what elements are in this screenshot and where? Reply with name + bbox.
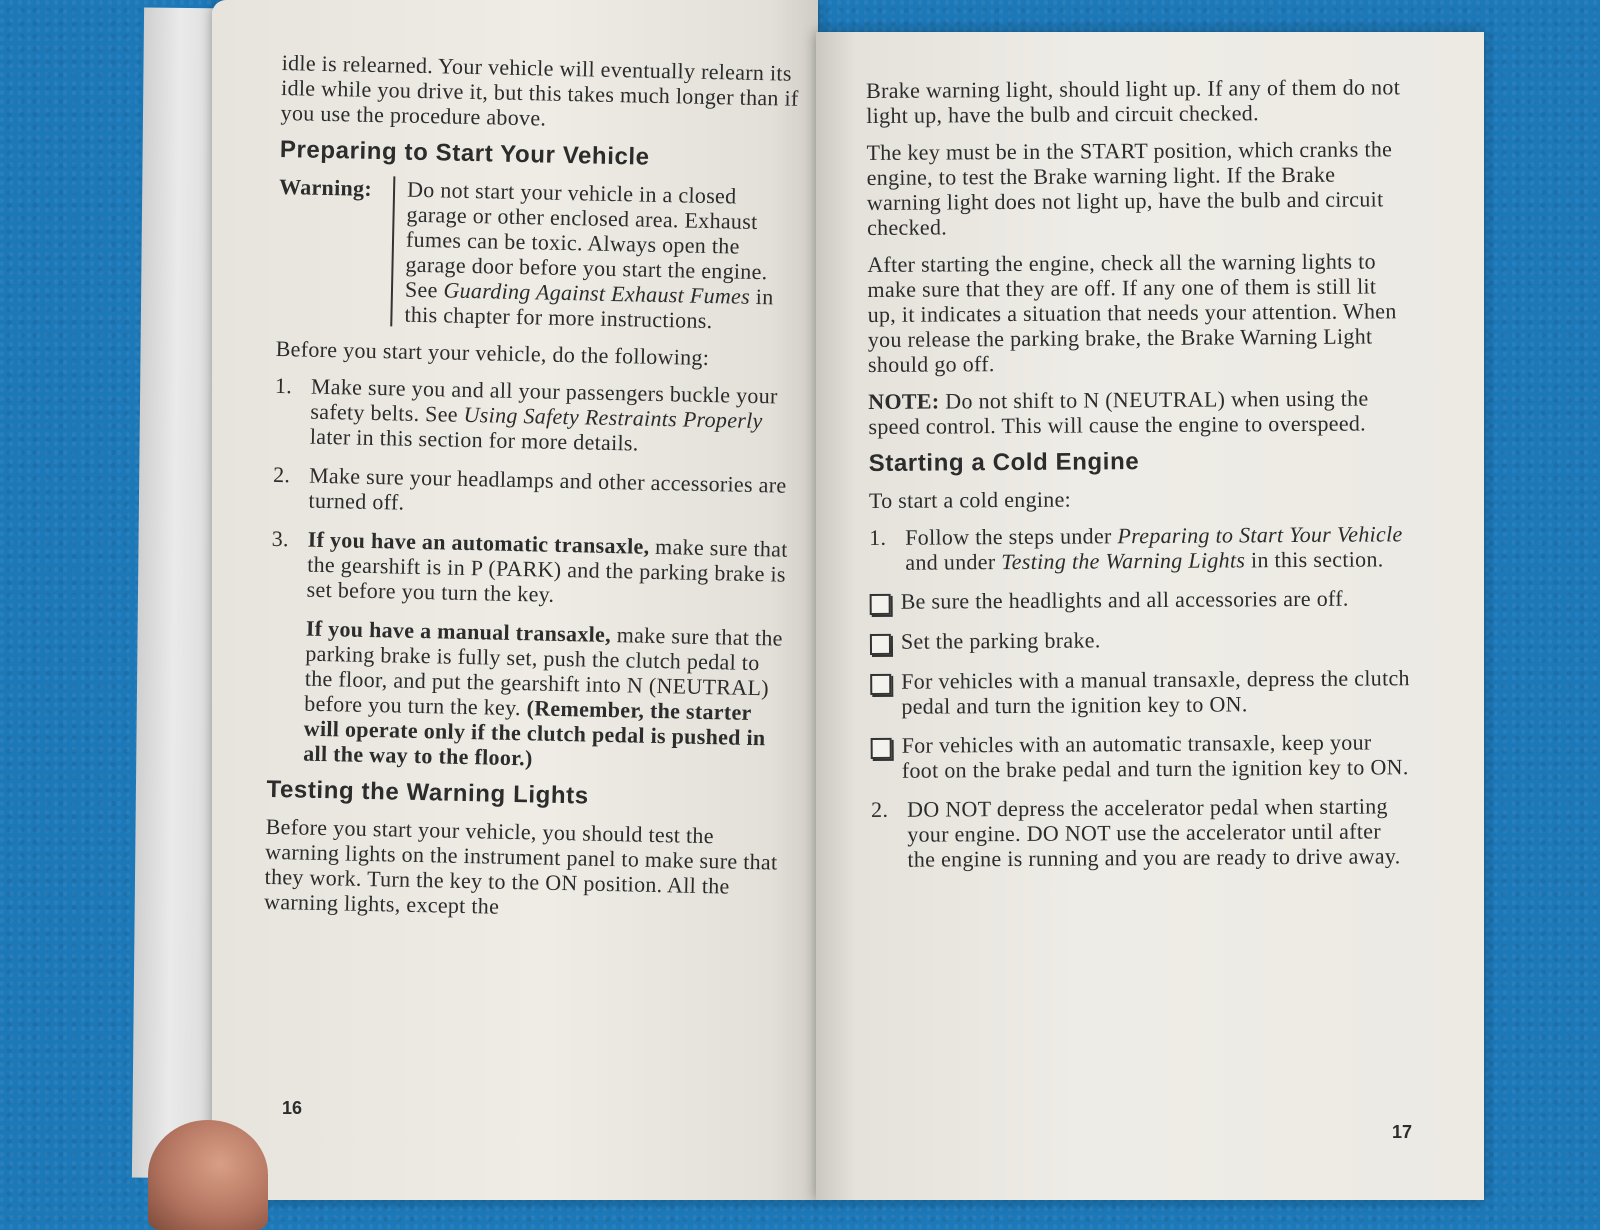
checklist-item-text: For vehicles with a manual transaxle, depress the clutch pedal and turn the ignition key to ON. <box>901 665 1410 719</box>
list-item <box>270 526 791 612</box>
checklist-item-text: For vehicles with an automatic transaxle, keep your foot on the brake pedal and turn the ignition key to ON. <box>901 729 1409 783</box>
list-item <box>869 521 1409 575</box>
brake-light-paragraph: Brake warning light, should light up. If any of them do not light up, have the bulb and circuit checked. <box>866 74 1401 128</box>
right-page-text <box>866 74 1412 886</box>
cold-start-steps-continued <box>871 793 1412 872</box>
heading-preparing: Preparing to Start Your Vehicle <box>279 135 650 171</box>
list-item-number: 1. <box>869 524 887 550</box>
list-item-number: 2. <box>272 461 291 488</box>
heading-testing: Testing the Warning Lights <box>266 775 589 810</box>
list-item-text: Follow the steps under Preparing to Start Your Vehicle and under Testing the Warning Lights in this section. <box>905 521 1403 575</box>
checkbox-icon <box>870 674 891 695</box>
list-item-text: DO NOT depress the accelerator pedal when starting your engine. DO NOT use the accelerator until after the engine is running and you are ready to drive away. <box>907 793 1401 872</box>
checklist-item <box>870 585 1410 615</box>
checkbox-icon <box>870 594 891 615</box>
reference-link: Using Safety Restraints Properly <box>463 401 763 434</box>
intro-paragraph: idle is relearned. Your vehicle will eventually relearn its idle while you drive it, but this takes much longer than if you use the procedure above. <box>280 50 799 131</box>
reference-link: Testing the Warning Lights <box>1001 547 1246 575</box>
checklist-item-text: Set the parking brake. <box>900 627 1101 654</box>
list-item <box>274 373 795 459</box>
list-item-text: If you have an automatic transaxle, make sure that the gearshift is in P (PARK) and the parking brake is set before you turn the key. <box>306 526 788 607</box>
checkbox-icon <box>870 634 891 655</box>
page-number-left: 16 <box>282 1098 303 1118</box>
starter-note: (Remember, the starter will operate only if the clutch pedal is pushed in all the way to the floor.) <box>303 695 766 771</box>
cold-start-steps <box>869 521 1409 575</box>
before-start-paragraph: Before you start your vehicle, do the following: <box>275 335 710 371</box>
checklist-item <box>870 665 1410 719</box>
left-page-text <box>264 50 802 937</box>
preparation-list <box>270 373 795 612</box>
list-item-text: Make sure your headlamps and other accessories are turned off. <box>308 462 787 515</box>
thumb-holding-book <box>148 1120 268 1230</box>
heading-cold-engine: Starting a Cold Engine <box>868 448 1140 477</box>
checklist <box>870 585 1411 783</box>
list-item <box>871 793 1412 872</box>
start-position-paragraph: The key must be in the START position, which cranks the engine, to test the Brake warning light. If the Brake warning light does not light up, have the bulb and circuit checked. <box>866 136 1393 240</box>
warning-box <box>276 174 799 335</box>
warning-reference: Guarding Against Exhaust Fumes <box>443 277 751 309</box>
list-item-number: 2. <box>871 796 889 822</box>
testing-paragraph: Before you start your vehicle, you should test the warning lights on the instrument panel to make sure that they work. Turn the key to the ON position. All the warning lights, except the <box>263 813 778 919</box>
list-item <box>272 462 793 523</box>
warning-label: Warning: <box>278 173 373 201</box>
warning-text: Do not start your vehicle in a closed garage or other enclosed area. Exhaust fumes can be toxic. Always open the garage door before you start the engine. See Guarding Against Exhaust Fumes in this chapter for more instructions. <box>390 176 799 334</box>
note-label: NOTE: <box>868 388 940 414</box>
after-start-paragraph: After starting the engine, check all the warning lights to make sure that they are off. If any one of them is still lit up, it indicates a situation that needs your attention. When you release the parking brake, the Brake Warning Light should go off. <box>867 248 1397 377</box>
checkbox-icon <box>871 738 892 759</box>
to-start-paragraph: To start a cold engine: <box>868 486 1072 513</box>
note-paragraph: NOTE: Do not shift to N (NEUTRAL) when using the speed control. This will cause the engine to overspeed. <box>868 385 1369 439</box>
list-item-text: Make sure you and all your passengers buckle your safety belts. See Using Safety Restraints Properly later in this section for more details. <box>309 373 778 456</box>
list-item-number: 3. <box>271 525 290 552</box>
reference-link: Preparing to Start Your Vehicle <box>1117 521 1403 549</box>
checklist-item <box>870 625 1410 655</box>
page-number-right: 17 <box>1392 1122 1413 1142</box>
list-item-number: 1. <box>274 372 293 399</box>
checklist-item-text: Be sure the headlights and all accessories are off. <box>900 585 1349 614</box>
manual-transaxle-paragraph: If you have a manual transaxle, make sure that the parking brake is fully set, push the clutch pedal to the floor, and put the gearshift into N (NEUTRAL) before you turn the key. (Remember, the starter will operate only if the clutch pedal is pushed in all the way to the floor.) <box>303 615 784 771</box>
checklist-item <box>871 729 1411 783</box>
